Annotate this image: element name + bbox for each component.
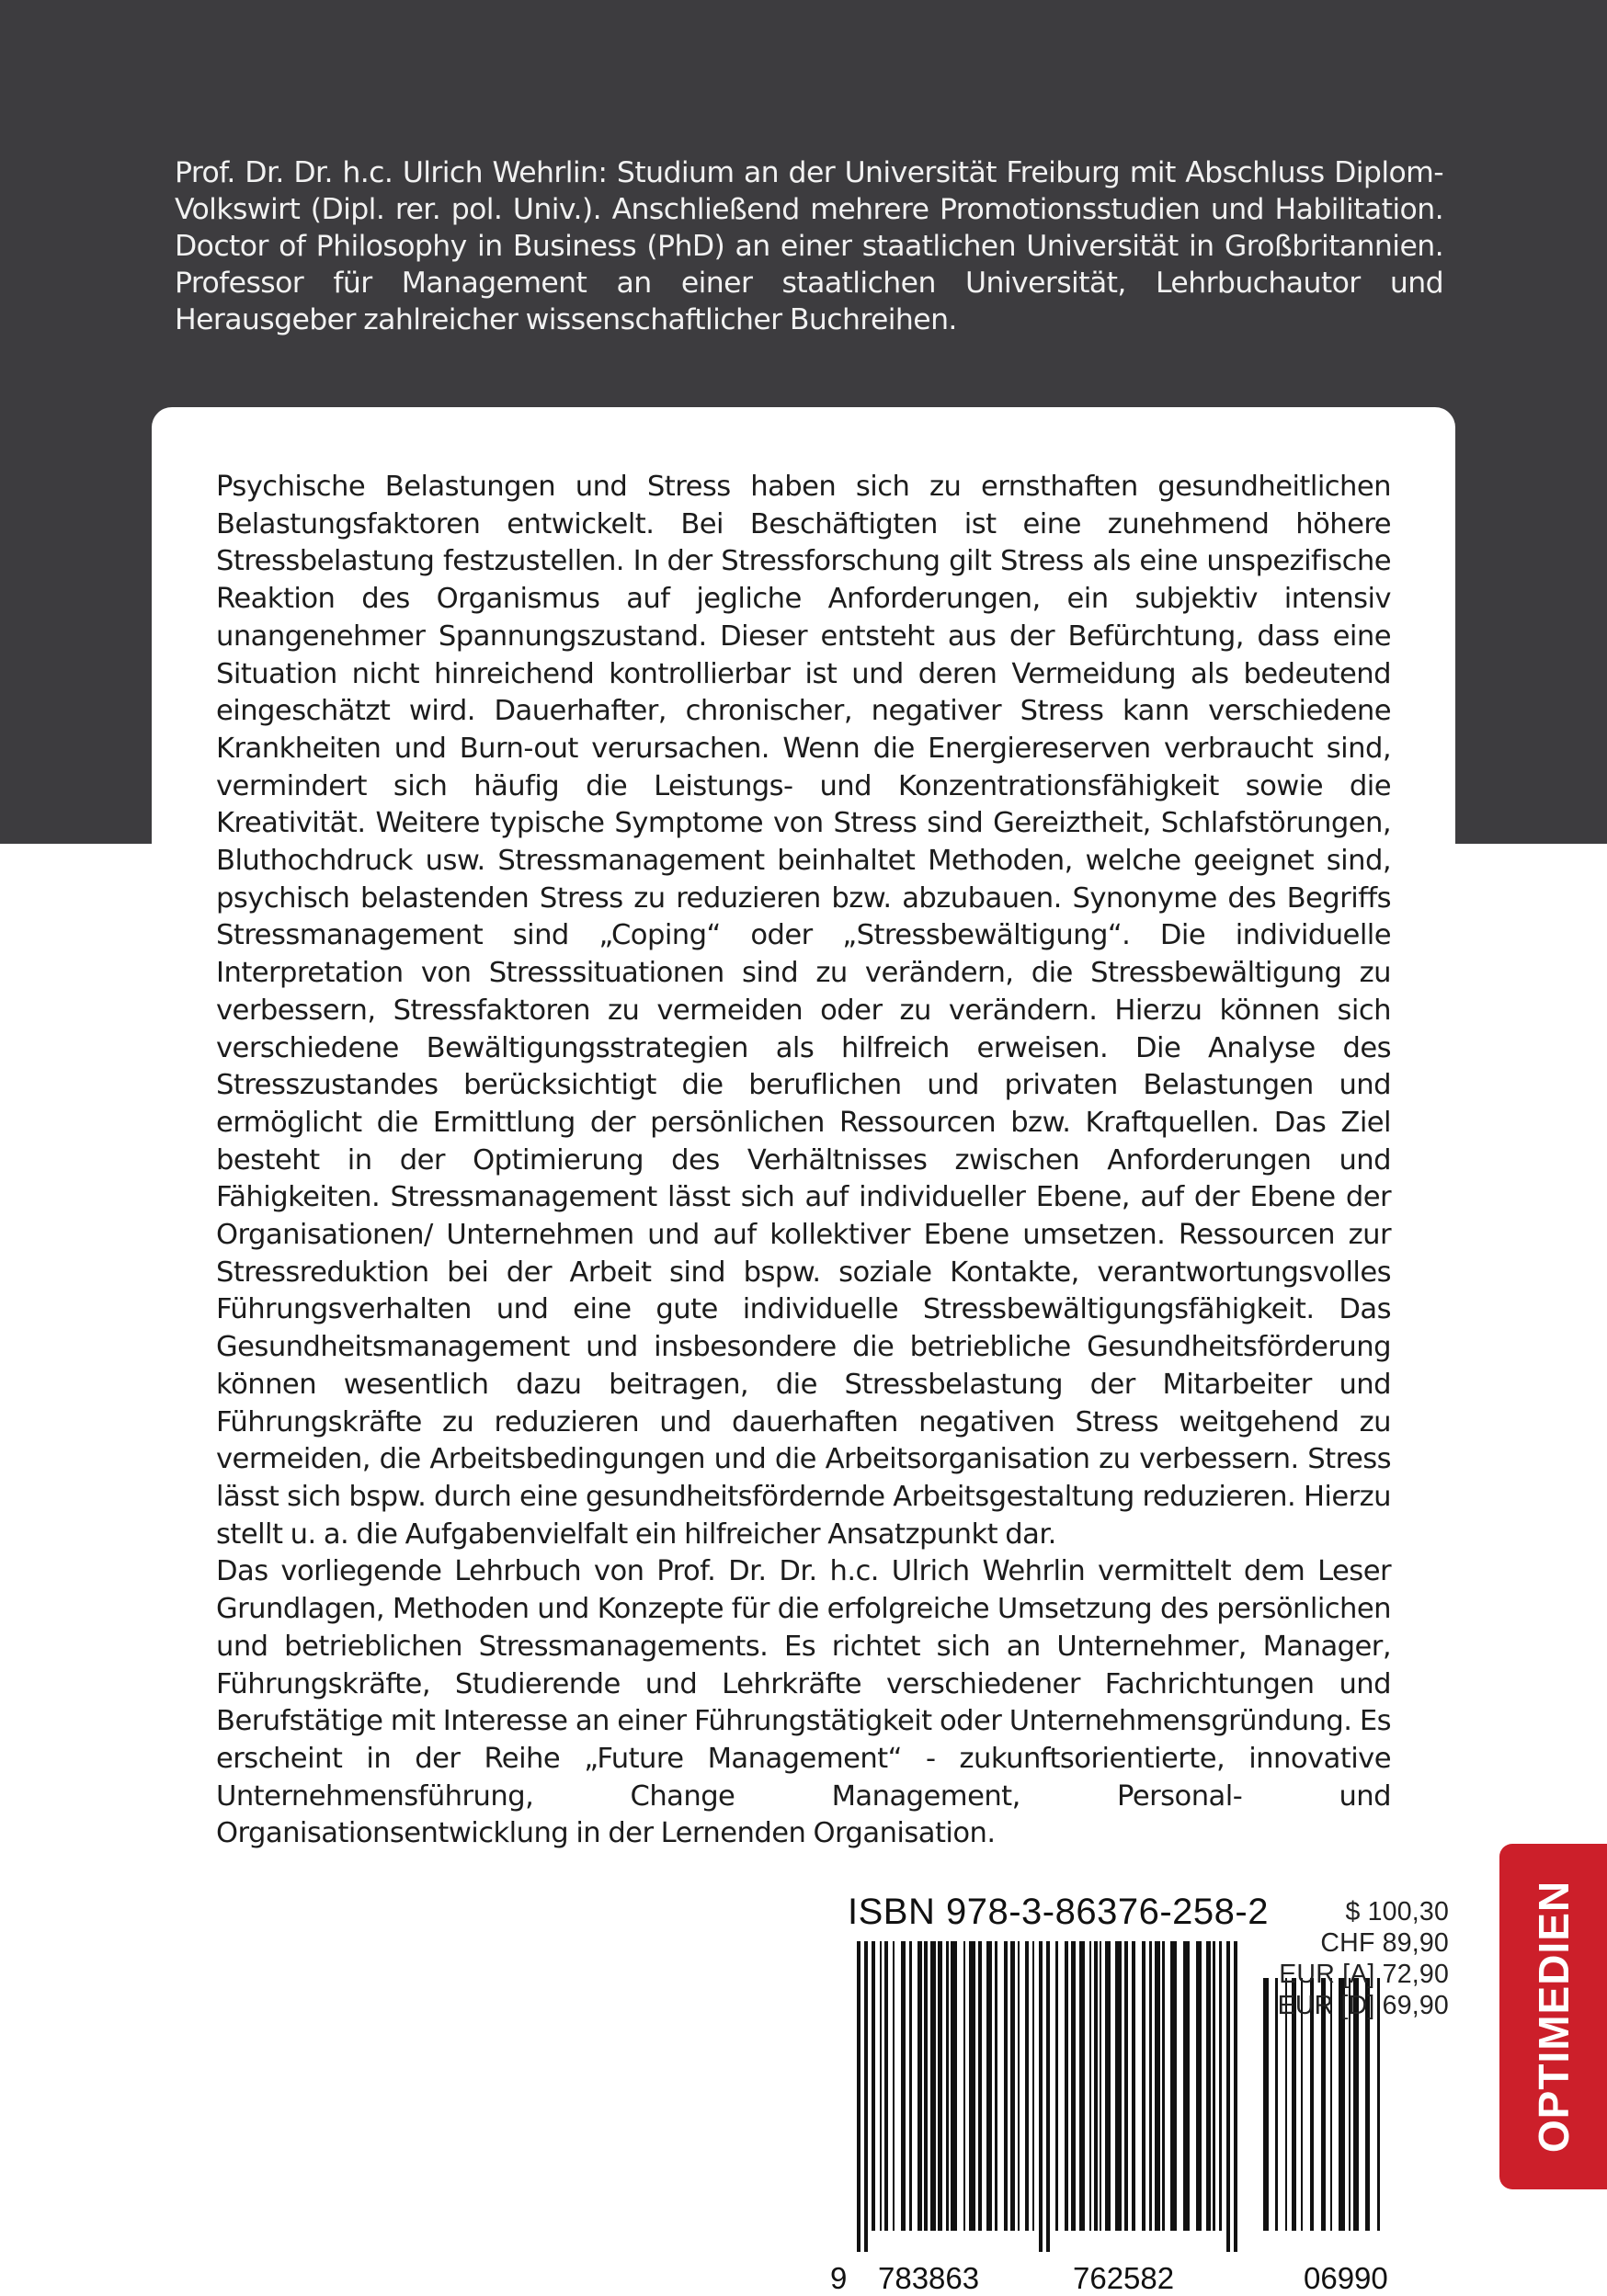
price-eur-a: EUR [A] 72,90 [1279, 1960, 1449, 1989]
barcode-bar [963, 1941, 965, 2231]
barcode-bar [1094, 1941, 1098, 2231]
price-usd: $ 100,30 [1345, 1897, 1449, 1927]
barcode-bar [1196, 1941, 1202, 2231]
barcode-bar [1124, 1941, 1128, 2231]
barcode-bar [930, 1941, 936, 2231]
barcode-bar [1046, 1941, 1050, 2252]
barcode-bar [1206, 1941, 1211, 2231]
barcode-bar [924, 1941, 928, 2231]
barcode-bar [1149, 1941, 1152, 2231]
barcode-bar [1170, 1941, 1177, 2231]
barcode-bar [880, 1941, 882, 2231]
barcode-bar [901, 1941, 906, 2231]
barcode-bar [1079, 1941, 1085, 2231]
barcode-digits-left: 783863 [878, 2261, 980, 2295]
barcode-bar [995, 1941, 997, 2231]
barcode-bar [884, 1941, 888, 2231]
barcode-bar [1213, 1941, 1215, 2231]
barcode-bar [1100, 1941, 1101, 2231]
barcode-bar [1263, 1978, 1269, 2231]
barcode-bar [986, 1941, 992, 2231]
barcode-bar [1018, 1941, 1020, 2231]
barcode-digits-addon: 06990 [1304, 2261, 1388, 2295]
barcode-bar [1065, 1941, 1068, 2231]
barcode-bar [946, 1941, 949, 2231]
barcode-bar [1115, 1941, 1122, 2231]
barcode-bar [1039, 1941, 1043, 2252]
author-bio: Prof. Dr. Dr. h.c. Ulrich Wehrlin: Studium an der Universität Freiburg mit Abschluss Diplom-Volkswirt (Dipl. rer. pol. Univ.). Anschließend mehrere Promotionsstudien und Habilitation. Doctor of Philosophy in Business (PhD) an einer staatlichen Universität in Großbritannien. Professor für Management an einer staatlichen Universität, Lehrbuchautor und Herausgeber zahlreicher wissenschaftlicher Buchreihen. [175, 156, 1443, 336]
barcode-bar [1234, 1941, 1237, 2252]
description-paragraph: Das vorliegende Lehrbuch von Prof. Dr. Dr. h.c. Ulrich Wehrlin vermittelt dem Leser Grundlagen, Methoden und Konzepte für die erfolgreiche Umsetzung des persönlichen und betrieblichen Stressmanagements. Es richtet sich an Unternehmer, Manager, Führungskräfte, Studierende und Lehrkräfte verschiedener Fachrichtungen und Berufstätige mit Interesse an einer Führungstätigkeit oder Unternehmensgründung. Es erscheint in der Reihe „Future Management“ - zukunftsorientierte, innovative Unternehmensführung, Change Management, Personal- und Organisationsentwicklung in der Lernenden Organisation. [216, 1555, 1391, 1850]
barcode-bar [1010, 1941, 1015, 2231]
barcode-bar [857, 1941, 860, 2252]
barcode-bar [1132, 1941, 1135, 2231]
barcode-bar [1183, 1941, 1190, 2231]
book-description [216, 469, 1391, 1853]
barcode-bar [917, 1941, 922, 2231]
barcode-bar [1071, 1941, 1076, 2231]
barcode-bar [938, 1941, 942, 2231]
barcode-bar [1142, 1941, 1145, 2231]
barcode-bar [1226, 1941, 1230, 2252]
barcode-bar [1055, 1941, 1058, 2231]
barcode-bar [1105, 1941, 1111, 2231]
price-eur-d: EUR [D] 69,90 [1277, 1991, 1449, 2020]
barcode-bar [951, 1941, 957, 2231]
barcode-digits-right: 762582 [1073, 2261, 1175, 2295]
barcode-bar [893, 1941, 895, 2231]
barcode-digit-first: 9 [830, 2261, 848, 2295]
barcode-bar [1162, 1941, 1165, 2231]
barcode-bar [1025, 1941, 1029, 2231]
barcode-bar [864, 1941, 868, 2252]
barcode-bar [909, 1941, 912, 2231]
barcode-bar [969, 1941, 975, 2231]
barcode-bar [872, 1941, 875, 2231]
description-paragraph: Psychische Belastungen und Stress haben sich zu ernsthaften gesundheitlichen Belastungsfaktoren entwickelt. Bei Beschäftigten ist eine zunehmend höhere Stressbelastung festzustellen. In der Stressforschung gilt Stress als eine unspezifische Reaktion des Organismus auf jegliche Anforderungen, ein subjektiv intensiv unangenehmer Spannungszustand. Dieser entsteht aus der Befürchtung, dass eine Situation nicht hinreichend kontrollierbar ist und deren Vermeidung als bedeutend eingeschätzt wird. Dauerhafter, chronischer, negativer Stress kann verschiedene Krankheiten und Burn-out verursachen. Wenn die Energiereserven verbraucht sind, vermindert sich häufig die Leistungs- und Konzentrationsfähigkeit sowie die Kreativität. Weitere typische Symptome von Stress sind Gereiztheit, Schlafstörungen, Bluthochdruck usw. Stressmanagement beinhaltet Methoden, welche geeignet sind, psychisch belastenden Stress zu reduzieren bzw. abzubauen. Synonyme des Begriffs Stressmanagement sind „Coping“ oder „Stressbewältigung“. Die individuelle Interpretation von Stresssituationen sind zu verändern, die Stressbewältigung zu verbessern, Stressfaktoren zu vermeiden oder zu verändern. Hierzu können sich verschiedene Bewältigungsstrategien als hilfreich erweisen. Die Analyse des Stresszustandes berücksichtigt die beruflichen und privaten Belastungen und ermöglicht die Ermittlung der persönlichen Ressourcen bzw. Kraftquellen. Das Ziel besteht in der Optimierung des Verhältnisses zwischen Anforderungen und Fähigkeiten. Stressmanagement lässt sich auf individueller Ebene, auf der Ebene der Organisationen/ Unternehmen und auf kollektiver Ebene umsetzen. Ressourcen zur Stressreduktion bei der Arbeit sind bspw. soziale Kontakte, verantwortungsvolles Führungsverhalten und eine gute individuelle Stressbewältigungsfähigkeit. Das Gesundheitsmanagement und insbesondere die betriebliche Gesundheitsförderung können wesentlich dazu beitragen, die Stressbelastung der Mitarbeiter und Führungskräfte zu reduzieren und dauerhaften negativen Stress weitgehend zu vermeiden, die Arbeitsbedingungen und die Arbeitsorganisation zu verbessern. Stress lässt sich bspw. durch eine gesundheitsfördernde Arbeitsgestaltung reduzieren. Hierzu stellt u. a. die Aufgabenvielfalt ein hilfreicher Ansatzpunkt dar. [216, 471, 1391, 1551]
barcode-bar [1219, 1941, 1222, 2231]
barcode-bar [1155, 1941, 1160, 2231]
price-chf: CHF 89,90 [1320, 1928, 1449, 1958]
isbn-label: ISBN 978-3-86376-258-2 [848, 1892, 1269, 1932]
publisher-logo: OPTIMEDIEN [1530, 1880, 1578, 2154]
price-list [1278, 1896, 1449, 2021]
barcode-bar [978, 1941, 982, 2231]
barcode-bar [1004, 1941, 1008, 2231]
barcode-bar [1032, 1941, 1034, 2231]
barcode-bar [1089, 1941, 1091, 2231]
